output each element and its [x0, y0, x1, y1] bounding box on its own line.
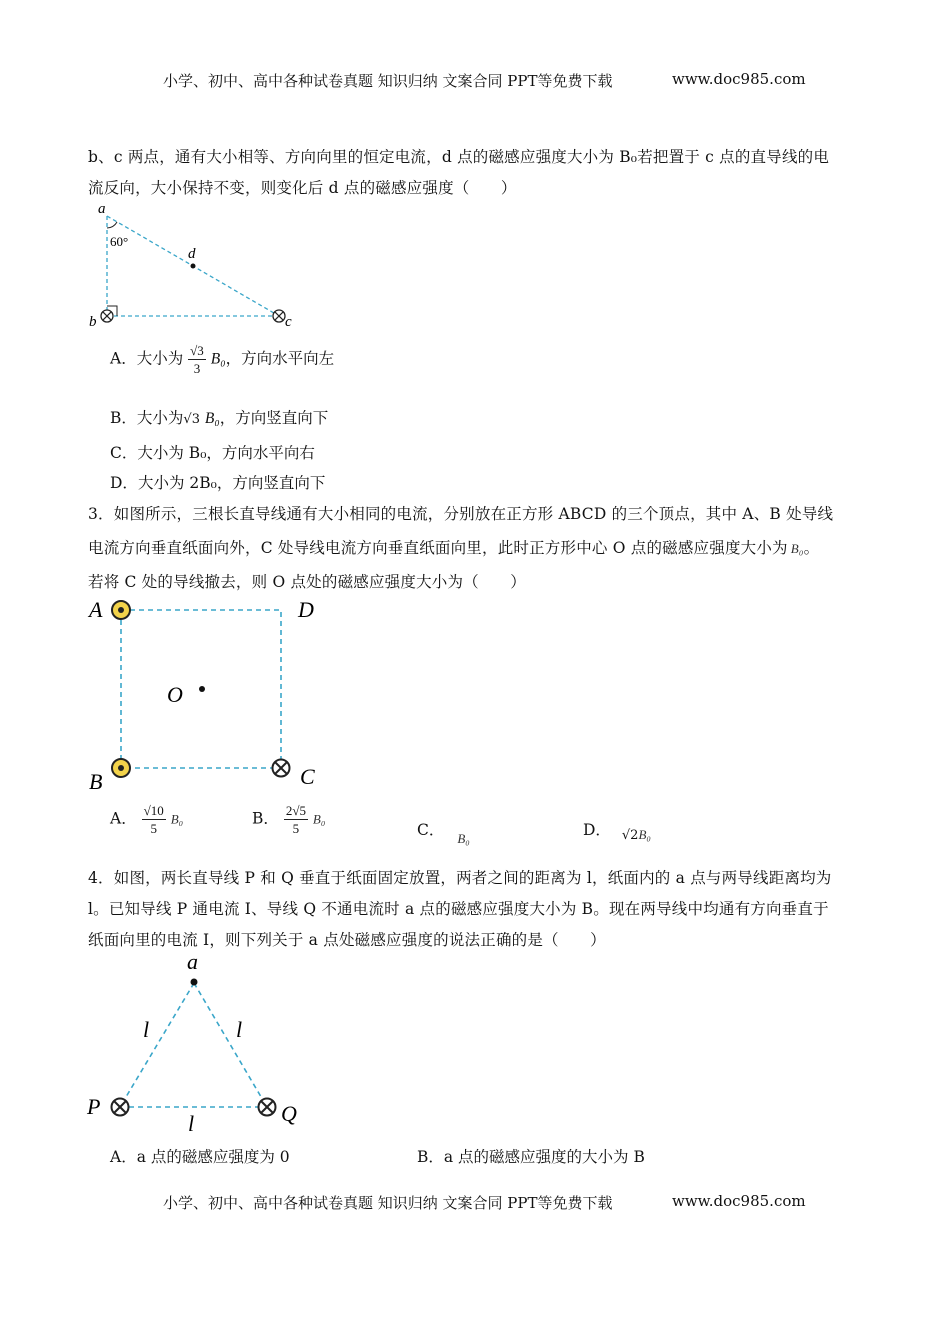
q3-option-b-fraction	[284, 804, 308, 835]
q2-option-a-fraction	[188, 344, 206, 375]
q4-point-a	[191, 979, 198, 986]
q4-label-l-right: l	[236, 1017, 243, 1042]
q3-option-b[interactable]	[252, 804, 325, 835]
q3-option-a-denominator: 5	[150, 821, 157, 836]
q2-option-b-root: √3	[183, 412, 200, 427]
q2-option-a-suffix: ，方向水平向左	[225, 349, 335, 368]
q3-line-2-end: 。	[803, 539, 820, 557]
q3-label-c: C	[300, 764, 315, 789]
q3-line-2-b0: B₀	[790, 541, 804, 556]
q2-option-c-text: 大小为 B₀，方向水平向右	[137, 444, 315, 462]
q3-option-a-numerator: √10	[143, 803, 164, 818]
q3-square-figure	[85, 595, 335, 800]
q2-angle-arc	[107, 222, 117, 228]
q3-line-1: 3．如图所示，三根长直导线通有大小相同的电流，分别放在正方形 ABCD 的三个顶点，其中 A、B 处导线	[88, 505, 834, 523]
q2-option-c-letter: C．	[110, 444, 138, 462]
q4-option-a-letter: A．	[110, 1148, 137, 1166]
q2-option-a-denominator: 3	[193, 361, 201, 376]
q4-option-b-letter: B．	[417, 1148, 444, 1166]
q2-label-d: d	[188, 246, 196, 262]
q2-option-a-prefix: 大小为	[136, 349, 184, 368]
q4-line-1: 4．如图，两长直导线 P 和 Q 垂直于纸面固定放置，两者之间的距离为 l，纸面内的 a 点与两导线距离均为	[88, 869, 832, 887]
q2-label-b: b	[89, 314, 97, 330]
q2-option-a-numerator: √3	[190, 343, 204, 358]
q4-label-q: Q	[281, 1101, 297, 1126]
q2-wire-c-cross-icon	[273, 310, 285, 322]
q3-option-d[interactable]	[583, 818, 651, 843]
q3-option-a-fraction	[142, 804, 166, 835]
q4-line-2: l。已知导线 P 通电流 I、导线 Q 不通电流时 a 点的磁感应强度大小为 B。现在两导线中均通有方向垂直于	[88, 900, 829, 918]
q2-option-b-suffix: ，方向竖直向下	[219, 409, 329, 427]
q2-triangle-figure	[85, 198, 315, 338]
q3-wire-b-dot-icon	[112, 759, 130, 777]
q2-label-angle: 60°	[110, 234, 129, 249]
q2-option-b-letter: B．	[110, 409, 137, 427]
q4-option-a-text: a 点的磁感应强度为 0	[136, 1148, 290, 1166]
q3-option-d-letter: D．	[583, 821, 611, 839]
q2-option-b-prefix: 大小为	[136, 409, 184, 427]
q4-wire-p-cross-icon	[112, 1099, 129, 1116]
q3-label-a: A	[89, 597, 103, 622]
q4-label-l-left: l	[143, 1017, 150, 1042]
q3-point-o	[199, 686, 205, 692]
q4-wire-q-cross-icon	[259, 1099, 276, 1116]
footer-text: 小学、初中、高中各种试卷真题 知识归纳 文案合同 PPT等免费下载	[163, 1194, 613, 1212]
q4-label-l-bottom: l	[188, 1111, 195, 1135]
q2-option-c[interactable]	[110, 441, 315, 463]
q2-option-d-text: 大小为 2B₀，方向竖直向下	[137, 474, 326, 492]
q2-option-d[interactable]	[110, 471, 325, 493]
q3-option-b-b0: B₀	[312, 811, 326, 827]
header-url[interactable]: www.doc985.com	[672, 70, 806, 88]
q2-wire-b-cross-icon	[101, 310, 113, 322]
q4-option-a[interactable]	[110, 1145, 290, 1167]
q3-label-d: D	[298, 597, 314, 622]
q3-wire-c-cross-icon	[273, 760, 290, 777]
q2-label-c: c	[285, 314, 292, 330]
q2-line-2: 流反向，大小保持不变，则变化后 d 点的磁感应强度（ ）	[88, 179, 517, 197]
q2-option-d-letter: D．	[110, 474, 138, 492]
q4-triangle-figure	[85, 945, 315, 1135]
q3-option-b-numerator: 2√5	[285, 803, 306, 818]
q3-option-d-b0: B₀	[638, 827, 651, 842]
q3-option-c-b0: B₀	[457, 831, 470, 846]
q3-option-b-letter: B．	[252, 809, 279, 828]
q4-option-b[interactable]	[417, 1145, 645, 1167]
q2-option-a-letter: A．	[110, 349, 137, 368]
q3-option-a-b0: B₀	[170, 811, 184, 827]
q3-wire-a-dot-icon	[112, 601, 130, 619]
q3-label-b: B	[89, 769, 103, 794]
q3-option-c[interactable]	[417, 818, 470, 846]
q3-line-2-text: 电流方向垂直纸面向外，C 处导线电流方向垂直纸面向里，此时正方形中心 O 点的磁感应强度大小为	[88, 539, 788, 557]
q3-line-3: 若将 C 处的导线撤去，则 O 点处的磁感应强度大小为（ ）	[88, 573, 526, 591]
q3-option-b-denominator: 5	[292, 821, 300, 836]
q3-option-c-letter: C．	[417, 821, 445, 839]
q2-option-b[interactable]	[110, 406, 328, 428]
q2-point-d	[191, 264, 196, 269]
q3-option-d-root: √2	[621, 828, 639, 843]
q4-side-qa	[194, 983, 267, 1107]
q4-option-b-text: a 点的磁感应强度的大小为 B	[443, 1148, 645, 1166]
q2-option-a[interactable]	[110, 344, 334, 375]
q4-side-pa	[120, 983, 194, 1107]
q2-option-a-b0: B₀	[210, 350, 226, 368]
q3-option-a[interactable]	[110, 804, 183, 835]
q2-label-a: a	[98, 201, 106, 217]
footer-url[interactable]: www.doc985.com	[672, 1192, 806, 1210]
q4-label-p: P	[87, 1094, 101, 1119]
q2-line-1: b、c 两点，通有大小相等、方向向里的恒定电流，d 点的磁感应强度大小为 B₀若把置于 c 点的直导线的电	[88, 148, 830, 166]
header-text: 小学、初中、高中各种试卷真题 知识归纳 文案合同 PPT等免费下载	[163, 72, 613, 90]
q4-label-a: a	[187, 949, 198, 974]
q4-line-3: 纸面向里的电流 I，则下列关于 a 点处磁感应强度的说法正确的是（ ）	[88, 931, 606, 949]
q3-option-a-letter: A．	[110, 809, 137, 828]
q2-option-b-b0: B₀	[204, 410, 220, 427]
q3-line-2	[88, 536, 819, 558]
q3-label-o: O	[167, 682, 183, 707]
